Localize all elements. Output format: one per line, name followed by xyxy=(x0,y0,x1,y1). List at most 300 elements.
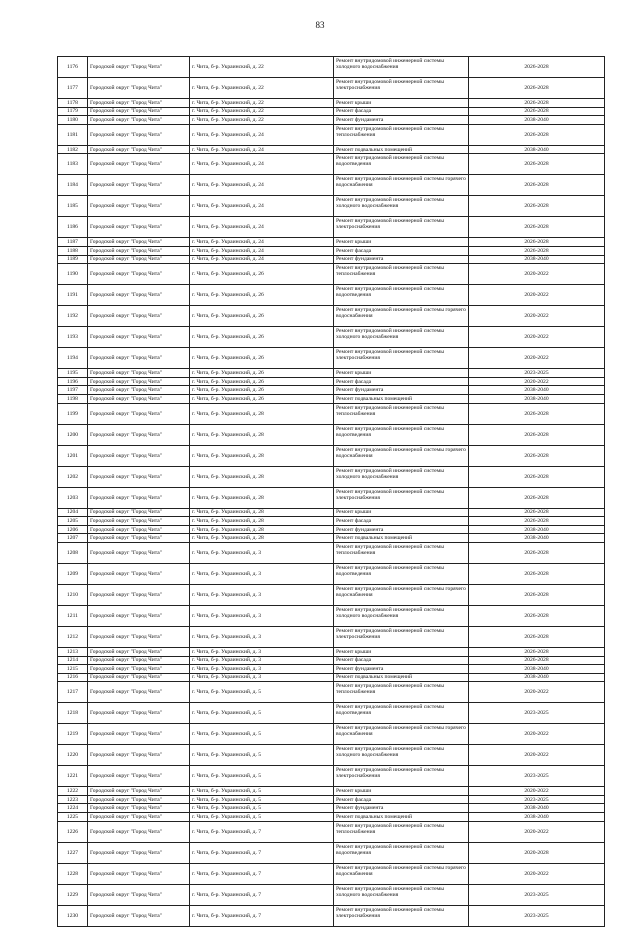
address-cell: г. Чита, б-р. Украинский, д. 28 xyxy=(190,445,334,466)
work-type-cell: Ремонт фундамента xyxy=(334,386,469,395)
municipality-cell: Городской округ "Город Чита" xyxy=(88,175,190,196)
period-cell: 2038-2040 xyxy=(469,394,605,403)
address-cell: г. Чита, б-р. Украинский, д. 24 xyxy=(190,145,334,154)
work-type-cell: Ремонт внутридомовой инженерной системы теплоснабжения xyxy=(334,264,469,285)
address-cell: г. Чита, б-р. Украинский, д. 24 xyxy=(190,196,334,217)
municipality-cell: Городской округ "Город Чита" xyxy=(88,884,190,905)
municipality-cell: Городской округ "Город Чита" xyxy=(88,525,190,534)
period-cell: 2026-2028 xyxy=(469,175,605,196)
municipality-cell: Городской округ "Город Чита" xyxy=(88,487,190,508)
table-row xyxy=(58,884,605,905)
table-row xyxy=(58,124,605,145)
period-cell: 2026-2028 xyxy=(469,78,605,99)
municipality-cell: Городской округ "Город Чита" xyxy=(88,647,190,656)
period-cell: 2020-2022 xyxy=(469,724,605,745)
row-number-cell: 1194 xyxy=(58,348,88,369)
work-type-cell: Ремонт внутридомовой инженерной системы холодного водоснабжения xyxy=(334,327,469,348)
period-cell: 2026-2028 xyxy=(469,508,605,517)
period-cell: 2026-2028 xyxy=(469,584,605,605)
row-number-cell: 1200 xyxy=(58,424,88,445)
municipality-cell: Городской округ "Город Чита" xyxy=(88,466,190,487)
municipality-cell: Городской округ "Город Чита" xyxy=(88,517,190,526)
table-row xyxy=(58,386,605,395)
work-type-cell: Ремонт крыши xyxy=(334,99,469,108)
row-number-cell: 1180 xyxy=(58,116,88,125)
period-cell: 2020-2022 xyxy=(469,306,605,327)
period-cell: 2038-2040 xyxy=(469,673,605,682)
municipality-cell: Городской округ "Город Чита" xyxy=(88,905,190,926)
row-number-cell: 1204 xyxy=(58,508,88,517)
work-type-cell: Ремонт крыши xyxy=(334,647,469,656)
municipality-cell: Городской округ "Город Чита" xyxy=(88,255,190,264)
work-type-cell: Ремонт подвальных помещений xyxy=(334,673,469,682)
period-cell: 2020-2022 xyxy=(469,264,605,285)
table-row xyxy=(58,99,605,108)
row-number-cell: 1226 xyxy=(58,821,88,842)
row-number-cell: 1217 xyxy=(58,682,88,703)
municipality-cell: Городской округ "Город Чита" xyxy=(88,745,190,766)
work-type-cell: Ремонт фундамента xyxy=(334,665,469,674)
work-type-cell: Ремонт фасада xyxy=(334,656,469,665)
municipality-cell: Городской округ "Город Чита" xyxy=(88,542,190,563)
address-cell: г. Чита, б-р. Украинский, д. 28 xyxy=(190,424,334,445)
address-cell: г. Чита, б-р. Украинский, д. 26 xyxy=(190,394,334,403)
table-row xyxy=(58,327,605,348)
period-cell: 2038-2040 xyxy=(469,534,605,543)
table-row xyxy=(58,238,605,247)
period-cell: 2026-2028 xyxy=(469,107,605,116)
work-type-cell: Ремонт внутридомовой инженерной системы электроснабжения xyxy=(334,487,469,508)
table-row xyxy=(58,217,605,238)
municipality-cell: Городской округ "Город Чита" xyxy=(88,196,190,217)
page-number: 83 xyxy=(315,20,325,30)
row-number-cell: 1219 xyxy=(58,724,88,745)
municipality-cell: Городской округ "Город Чита" xyxy=(88,813,190,822)
table-row xyxy=(58,673,605,682)
row-number-cell: 1228 xyxy=(58,863,88,884)
table-row xyxy=(58,487,605,508)
work-type-cell: Ремонт внутридомовой инженерной системы горячего водоснабжения xyxy=(334,863,469,884)
table-row xyxy=(58,246,605,255)
repair-schedule-table xyxy=(57,56,605,927)
work-type-cell: Ремонт крыши xyxy=(334,787,469,796)
work-type-cell: Ремонт внутридомовой инженерной системы водоотведения xyxy=(334,563,469,584)
period-cell: 2020-2022 xyxy=(469,787,605,796)
table-body xyxy=(58,57,605,927)
municipality-cell: Городской округ "Город Чита" xyxy=(88,369,190,378)
table-row xyxy=(58,285,605,306)
address-cell: г. Чита, б-р. Украинский, д. 24 xyxy=(190,154,334,175)
address-cell: г. Чита, б-р. Украинский, д. 26 xyxy=(190,348,334,369)
work-type-cell: Ремонт внутридомовой инженерной системы холодного водоснабжения xyxy=(334,605,469,626)
work-type-cell: Ремонт внутридомовой инженерной системы теплоснабжения xyxy=(334,821,469,842)
row-number-cell: 1195 xyxy=(58,369,88,378)
row-number-cell: 1183 xyxy=(58,154,88,175)
row-number-cell: 1181 xyxy=(58,124,88,145)
table-row xyxy=(58,445,605,466)
period-cell: 2026-2028 xyxy=(469,626,605,647)
municipality-cell: Городской округ "Город Чита" xyxy=(88,386,190,395)
work-type-cell: Ремонт внутридомовой инженерной системы теплоснабжения xyxy=(334,403,469,424)
row-number-cell: 1216 xyxy=(58,673,88,682)
address-cell: г. Чита, б-р. Украинский, д. 28 xyxy=(190,534,334,543)
period-cell: 2020-2022 xyxy=(469,863,605,884)
municipality-cell: Городской округ "Город Чита" xyxy=(88,246,190,255)
table-row xyxy=(58,107,605,116)
work-type-cell: Ремонт внутридомовой инженерной системы холодного водоснабжения xyxy=(334,196,469,217)
table-row xyxy=(58,563,605,584)
work-type-cell: Ремонт внутридомовой инженерной системы горячего водоснабжения xyxy=(334,306,469,327)
row-number-cell: 1207 xyxy=(58,534,88,543)
address-cell: г. Чита, б-р. Украинский, д. 24 xyxy=(190,255,334,264)
address-cell: г. Чита, б-р. Украинский, д. 5 xyxy=(190,724,334,745)
work-type-cell: Ремонт внутридомовой инженерной системы электроснабжения xyxy=(334,217,469,238)
address-cell: г. Чита, б-р. Украинский, д. 24 xyxy=(190,246,334,255)
period-cell: 2026-2028 xyxy=(469,605,605,626)
municipality-cell: Городской округ "Город Чита" xyxy=(88,238,190,247)
row-number-cell: 1177 xyxy=(58,78,88,99)
municipality-cell: Городской округ "Город Чита" xyxy=(88,154,190,175)
municipality-cell: Городской округ "Город Чита" xyxy=(88,145,190,154)
address-cell: г. Чита, б-р. Украинский, д. 5 xyxy=(190,745,334,766)
period-cell: 2038-2040 xyxy=(469,665,605,674)
row-number-cell: 1179 xyxy=(58,107,88,116)
work-type-cell: Ремонт фасада xyxy=(334,246,469,255)
table-row xyxy=(58,57,605,78)
period-cell: 2023-2025 xyxy=(469,703,605,724)
municipality-cell: Городской округ "Город Чита" xyxy=(88,424,190,445)
period-cell: 2020-2022 xyxy=(469,821,605,842)
address-cell: г. Чита, б-р. Украинский, д. 24 xyxy=(190,124,334,145)
work-type-cell: Ремонт внутридомовой инженерной системы горячего водоснабжения xyxy=(334,724,469,745)
table-row xyxy=(58,264,605,285)
table-row xyxy=(58,665,605,674)
period-cell: 2026-2028 xyxy=(469,57,605,78)
municipality-cell: Городской округ "Город Чита" xyxy=(88,821,190,842)
municipality-cell: Городской округ "Город Чита" xyxy=(88,724,190,745)
work-type-cell: Ремонт внутридомовой инженерной системы горячего водоснабжения xyxy=(334,445,469,466)
row-number-cell: 1192 xyxy=(58,306,88,327)
table-row xyxy=(58,787,605,796)
address-cell: г. Чита, б-р. Украинский, д. 26 xyxy=(190,264,334,285)
table-row xyxy=(58,813,605,822)
work-type-cell: Ремонт крыши xyxy=(334,508,469,517)
row-number-cell: 1182 xyxy=(58,145,88,154)
address-cell: г. Чита, б-р. Украинский, д. 7 xyxy=(190,905,334,926)
address-cell: г. Чита, б-р. Украинский, д. 26 xyxy=(190,386,334,395)
row-number-cell: 1185 xyxy=(58,196,88,217)
period-cell: 2026-2028 xyxy=(469,656,605,665)
table-row xyxy=(58,682,605,703)
period-cell: 2038-2040 xyxy=(469,813,605,822)
work-type-cell: Ремонт внутридомовой инженерной системы электроснабжения xyxy=(334,766,469,787)
period-cell: 2020-2022 xyxy=(469,348,605,369)
table-row xyxy=(58,394,605,403)
municipality-cell: Городской округ "Город Чита" xyxy=(88,327,190,348)
table-row xyxy=(58,403,605,424)
table-row xyxy=(58,766,605,787)
address-cell: г. Чита, б-р. Украинский, д. 7 xyxy=(190,821,334,842)
period-cell: 2026-2028 xyxy=(469,246,605,255)
table-row xyxy=(58,306,605,327)
address-cell: г. Чита, б-р. Украинский, д. 3 xyxy=(190,673,334,682)
work-type-cell: Ремонт внутридомовой инженерной системы водоотведения xyxy=(334,842,469,863)
municipality-cell: Городской округ "Город Чита" xyxy=(88,703,190,724)
period-cell: 2023-2025 xyxy=(469,905,605,926)
row-number-cell: 1187 xyxy=(58,238,88,247)
work-type-cell: Ремонт внутридомовой инженерной системы теплоснабжения xyxy=(334,124,469,145)
address-cell: г. Чита, б-р. Украинский, д. 7 xyxy=(190,842,334,863)
period-cell: 2038-2040 xyxy=(469,386,605,395)
municipality-cell: Городской округ "Город Чита" xyxy=(88,563,190,584)
table-row xyxy=(58,377,605,386)
municipality-cell: Городской округ "Город Чита" xyxy=(88,285,190,306)
table-row xyxy=(58,584,605,605)
period-cell: 2026-2028 xyxy=(469,445,605,466)
period-cell: 2038-2040 xyxy=(469,804,605,813)
work-type-cell: Ремонт внутридомовой инженерной системы холодного водоснабжения xyxy=(334,57,469,78)
row-number-cell: 1184 xyxy=(58,175,88,196)
table-row xyxy=(58,116,605,125)
row-number-cell: 1186 xyxy=(58,217,88,238)
row-number-cell: 1201 xyxy=(58,445,88,466)
table-row xyxy=(58,424,605,445)
work-type-cell: Ремонт внутридомовой инженерной системы водоотведения xyxy=(334,424,469,445)
municipality-cell: Городской округ "Город Чита" xyxy=(88,264,190,285)
municipality-cell: Городской округ "Город Чита" xyxy=(88,682,190,703)
row-number-cell: 1215 xyxy=(58,665,88,674)
municipality-cell: Городской округ "Город Чита" xyxy=(88,626,190,647)
municipality-cell: Городской округ "Город Чита" xyxy=(88,217,190,238)
address-cell: г. Чита, б-р. Украинский, д. 3 xyxy=(190,605,334,626)
municipality-cell: Городской округ "Город Чита" xyxy=(88,795,190,804)
table-row xyxy=(58,369,605,378)
work-type-cell: Ремонт внутридомовой инженерной системы холодного водоснабжения xyxy=(334,745,469,766)
municipality-cell: Городской округ "Город Чита" xyxy=(88,605,190,626)
municipality-cell: Городской округ "Город Чита" xyxy=(88,665,190,674)
address-cell: г. Чита, б-р. Украинский, д. 28 xyxy=(190,466,334,487)
period-cell: 2023-2025 xyxy=(469,884,605,905)
period-cell: 2038-2040 xyxy=(469,145,605,154)
row-number-cell: 1188 xyxy=(58,246,88,255)
address-cell: г. Чита, б-р. Украинский, д. 5 xyxy=(190,766,334,787)
address-cell: г. Чита, б-р. Украинский, д. 3 xyxy=(190,665,334,674)
municipality-cell: Городской округ "Город Чита" xyxy=(88,445,190,466)
address-cell: г. Чита, б-р. Украинский, д. 3 xyxy=(190,542,334,563)
row-number-cell: 1199 xyxy=(58,403,88,424)
address-cell: г. Чита, б-р. Украинский, д. 3 xyxy=(190,656,334,665)
municipality-cell: Городской округ "Город Чита" xyxy=(88,306,190,327)
address-cell: г. Чита, б-р. Украинский, д. 28 xyxy=(190,525,334,534)
row-number-cell: 1220 xyxy=(58,745,88,766)
period-cell: 2026-2028 xyxy=(469,424,605,445)
row-number-cell: 1211 xyxy=(58,605,88,626)
address-cell: г. Чита, б-р. Украинский, д. 26 xyxy=(190,285,334,306)
table-row xyxy=(58,534,605,543)
row-number-cell: 1191 xyxy=(58,285,88,306)
work-type-cell: Ремонт внутридомовой инженерной системы электроснабжения xyxy=(334,78,469,99)
table-row xyxy=(58,804,605,813)
period-cell: 2023-2025 xyxy=(469,766,605,787)
row-number-cell: 1227 xyxy=(58,842,88,863)
table-row xyxy=(58,517,605,526)
period-cell: 2038-2040 xyxy=(469,255,605,264)
row-number-cell: 1198 xyxy=(58,394,88,403)
period-cell: 2020-2028 xyxy=(469,842,605,863)
address-cell: г. Чита, б-р. Украинский, д. 28 xyxy=(190,487,334,508)
municipality-cell: Городской округ "Город Чита" xyxy=(88,508,190,517)
period-cell: 2026-2028 xyxy=(469,563,605,584)
work-type-cell: Ремонт внутридомовой инженерной системы теплоснабжения xyxy=(334,542,469,563)
table-row xyxy=(58,795,605,804)
municipality-cell: Городской округ "Город Чита" xyxy=(88,107,190,116)
address-cell: г. Чита, б-р. Украинский, д. 22 xyxy=(190,78,334,99)
table-row xyxy=(58,821,605,842)
work-type-cell: Ремонт внутридомовой инженерной системы горячего водоснабжения xyxy=(334,175,469,196)
row-number-cell: 1221 xyxy=(58,766,88,787)
row-number-cell: 1223 xyxy=(58,795,88,804)
address-cell: г. Чита, б-р. Украинский, д. 5 xyxy=(190,703,334,724)
period-cell: 2038-2040 xyxy=(469,116,605,125)
period-cell: 2023-2025 xyxy=(469,795,605,804)
work-type-cell: Ремонт подвальных помещений xyxy=(334,145,469,154)
address-cell: г. Чита, б-р. Украинский, д. 3 xyxy=(190,563,334,584)
address-cell: г. Чита, б-р. Украинский, д. 22 xyxy=(190,116,334,125)
municipality-cell: Городской округ "Город Чита" xyxy=(88,766,190,787)
row-number-cell: 1197 xyxy=(58,386,88,395)
work-type-cell: Ремонт фундамента xyxy=(334,255,469,264)
table-row xyxy=(58,647,605,656)
row-number-cell: 1225 xyxy=(58,813,88,822)
table-row xyxy=(58,175,605,196)
address-cell: г. Чита, б-р. Украинский, д. 5 xyxy=(190,813,334,822)
row-number-cell: 1202 xyxy=(58,466,88,487)
address-cell: г. Чита, б-р. Украинский, д. 7 xyxy=(190,863,334,884)
municipality-cell: Городской округ "Город Чита" xyxy=(88,403,190,424)
table-row xyxy=(58,724,605,745)
period-cell: 2026-2028 xyxy=(469,154,605,175)
row-number-cell: 1178 xyxy=(58,99,88,108)
row-number-cell: 1210 xyxy=(58,584,88,605)
municipality-cell: Городской округ "Город Чита" xyxy=(88,584,190,605)
period-cell: 2038-2040 xyxy=(469,525,605,534)
row-number-cell: 1176 xyxy=(58,57,88,78)
work-type-cell: Ремонт внутридомовой инженерной системы водоотведения xyxy=(334,703,469,724)
table-row xyxy=(58,542,605,563)
address-cell: г. Чита, б-р. Украинский, д. 26 xyxy=(190,377,334,386)
period-cell: 2026-2028 xyxy=(469,217,605,238)
row-number-cell: 1203 xyxy=(58,487,88,508)
municipality-cell: Городской округ "Город Чита" xyxy=(88,842,190,863)
table-row xyxy=(58,525,605,534)
table-row xyxy=(58,466,605,487)
row-number-cell: 1209 xyxy=(58,563,88,584)
municipality-cell: Городской округ "Город Чита" xyxy=(88,116,190,125)
row-number-cell: 1196 xyxy=(58,377,88,386)
address-cell: г. Чита, б-р. Украинский, д. 3 xyxy=(190,626,334,647)
period-cell: 2020-2022 xyxy=(469,285,605,306)
work-type-cell: Ремонт фасада xyxy=(334,377,469,386)
address-cell: г. Чита, б-р. Украинский, д. 3 xyxy=(190,584,334,605)
municipality-cell: Городской округ "Город Чита" xyxy=(88,57,190,78)
period-cell: 2026-2028 xyxy=(469,403,605,424)
municipality-cell: Городской округ "Город Чита" xyxy=(88,534,190,543)
period-cell: 2026-2028 xyxy=(469,196,605,217)
municipality-cell: Городской округ "Город Чита" xyxy=(88,673,190,682)
table-row xyxy=(58,842,605,863)
address-cell: г. Чита, б-р. Украинский, д. 22 xyxy=(190,57,334,78)
municipality-cell: Городской округ "Город Чита" xyxy=(88,377,190,386)
period-cell: 2020-2022 xyxy=(469,682,605,703)
table-row xyxy=(58,626,605,647)
work-type-cell: Ремонт фасада xyxy=(334,795,469,804)
address-cell: г. Чита, б-р. Украинский, д. 26 xyxy=(190,306,334,327)
table-row xyxy=(58,255,605,264)
row-number-cell: 1190 xyxy=(58,264,88,285)
row-number-cell: 1222 xyxy=(58,787,88,796)
table-row xyxy=(58,508,605,517)
row-number-cell: 1212 xyxy=(58,626,88,647)
address-cell: г. Чита, б-р. Украинский, д. 22 xyxy=(190,107,334,116)
work-type-cell: Ремонт фундамента xyxy=(334,525,469,534)
work-type-cell: Ремонт подвальных помещений xyxy=(334,813,469,822)
municipality-cell: Городской округ "Город Чита" xyxy=(88,99,190,108)
row-number-cell: 1189 xyxy=(58,255,88,264)
period-cell: 2026-2028 xyxy=(469,647,605,656)
work-type-cell: Ремонт фасада xyxy=(334,107,469,116)
table-row xyxy=(58,78,605,99)
address-cell: г. Чита, б-р. Украинский, д. 5 xyxy=(190,787,334,796)
work-type-cell: Ремонт внутридомовой инженерной системы электроснабжения xyxy=(334,626,469,647)
address-cell: г. Чита, б-р. Украинский, д. 5 xyxy=(190,804,334,813)
work-type-cell: Ремонт подвальных помещений xyxy=(334,394,469,403)
period-cell: 2020-2022 xyxy=(469,377,605,386)
work-type-cell: Ремонт внутридомовой инженерной системы горячего водоснабжения xyxy=(334,584,469,605)
table-row xyxy=(58,196,605,217)
table-row xyxy=(58,154,605,175)
period-cell: 2026-2028 xyxy=(469,238,605,247)
row-number-cell: 1224 xyxy=(58,804,88,813)
table-row xyxy=(58,703,605,724)
address-cell: г. Чита, б-р. Украинский, д. 5 xyxy=(190,682,334,703)
address-cell: г. Чита, б-р. Украинский, д. 3 xyxy=(190,647,334,656)
address-cell: г. Чита, б-р. Украинский, д. 24 xyxy=(190,238,334,247)
row-number-cell: 1230 xyxy=(58,905,88,926)
address-cell: г. Чита, б-р. Украинский, д. 26 xyxy=(190,369,334,378)
row-number-cell: 1193 xyxy=(58,327,88,348)
row-number-cell: 1205 xyxy=(58,517,88,526)
row-number-cell: 1229 xyxy=(58,884,88,905)
row-number-cell: 1214 xyxy=(58,656,88,665)
table-row xyxy=(58,905,605,926)
work-type-cell: Ремонт крыши xyxy=(334,369,469,378)
row-number-cell: 1206 xyxy=(58,525,88,534)
row-number-cell: 1218 xyxy=(58,703,88,724)
address-cell: г. Чита, б-р. Украинский, д. 22 xyxy=(190,99,334,108)
address-cell: г. Чита, б-р. Украинский, д. 26 xyxy=(190,327,334,348)
period-cell: 2026-2028 xyxy=(469,124,605,145)
table-row xyxy=(58,348,605,369)
period-cell: 2023-2025 xyxy=(469,369,605,378)
period-cell: 2026-2028 xyxy=(469,517,605,526)
table-row xyxy=(58,745,605,766)
municipality-cell: Городской округ "Город Чита" xyxy=(88,804,190,813)
work-type-cell: Ремонт внутридомовой инженерной системы электроснабжения xyxy=(334,348,469,369)
work-type-cell: Ремонт внутридомовой инженерной системы водоотведения xyxy=(334,285,469,306)
municipality-cell: Городской округ "Город Чита" xyxy=(88,863,190,884)
municipality-cell: Городской округ "Город Чита" xyxy=(88,78,190,99)
period-cell: 2020-2022 xyxy=(469,745,605,766)
